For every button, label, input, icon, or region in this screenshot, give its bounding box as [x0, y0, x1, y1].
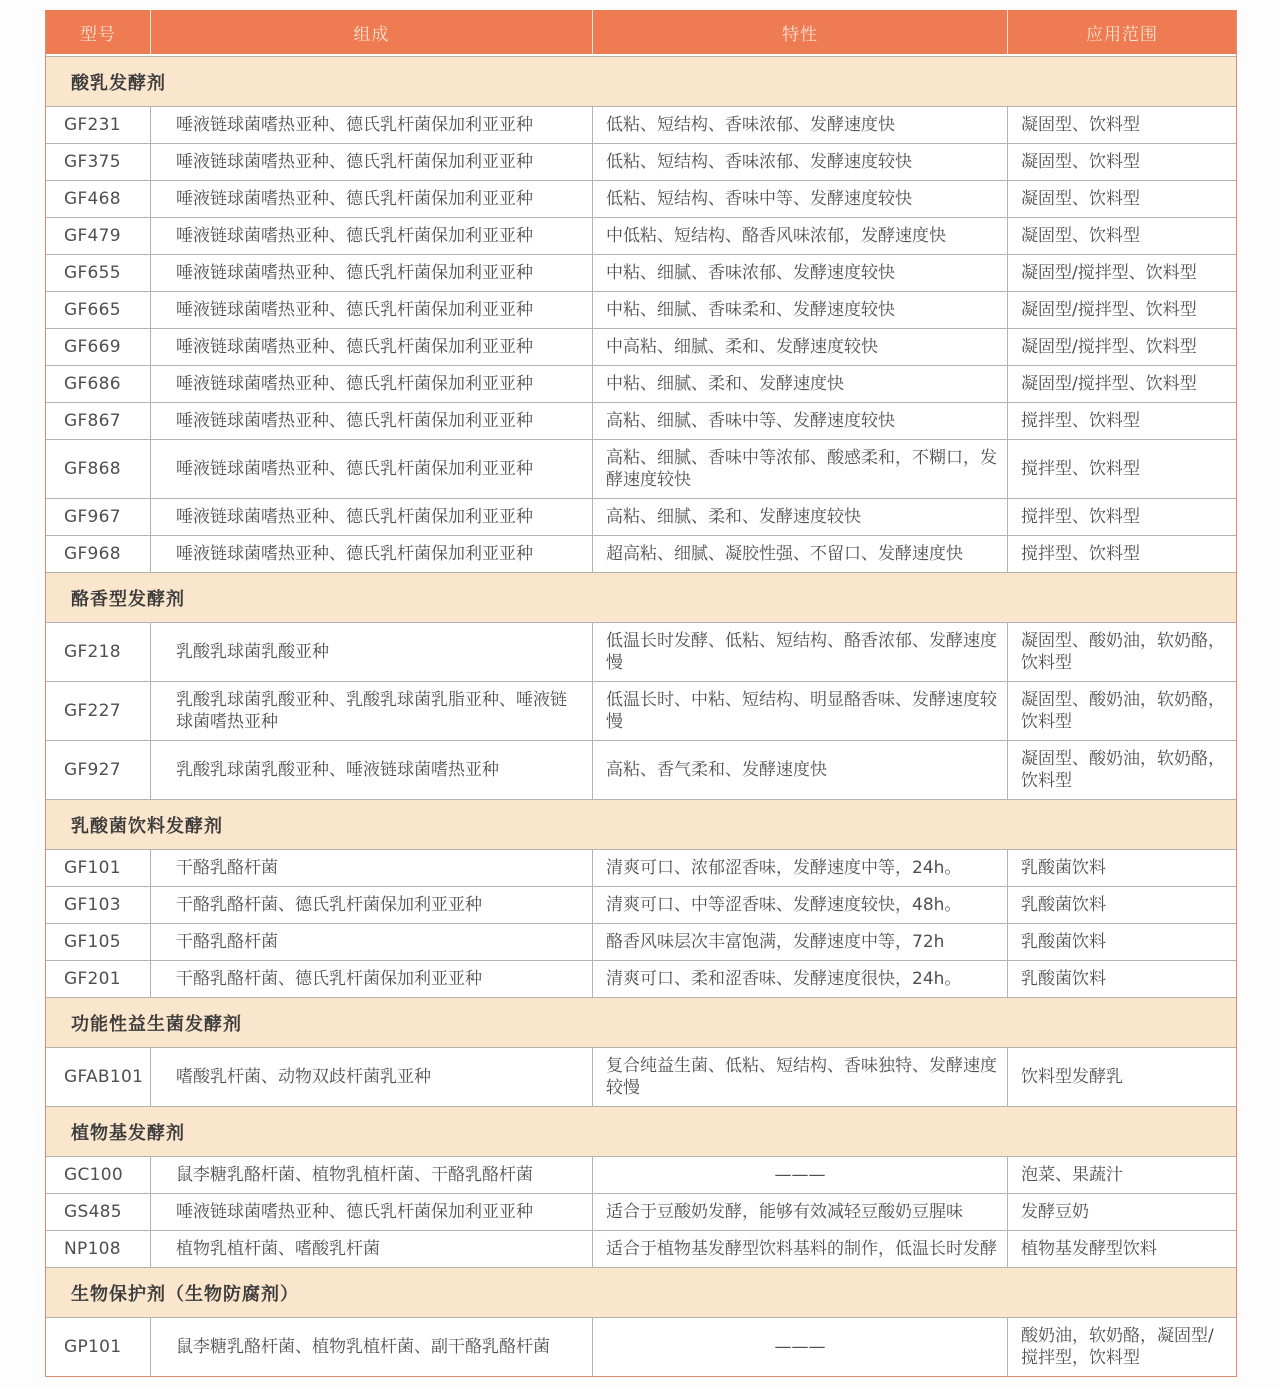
table-row	[46, 106, 1236, 143]
section-header-row: 酸乳发酵剂	[46, 56, 1236, 106]
characteristics-cell: 超高粘、细腻、凝胶性强、不留口、发酵速度快	[593, 536, 1008, 572]
model-cell: GF105	[46, 924, 151, 960]
column-header-application: 应用范围	[1086, 24, 1158, 45]
application-cell: 凝固型/搅拌型、饮料型	[1021, 263, 1197, 283]
table-row	[46, 217, 1236, 254]
application-cell: 凝固型、饮料型	[1021, 152, 1140, 172]
model-cell: GF927	[46, 741, 151, 799]
application-cell: 搅拌型、饮料型	[1021, 507, 1140, 527]
section-header-row: 生物保护剂（生物防腐剂）	[46, 1267, 1236, 1317]
application-cell: 发酵豆奶	[1021, 1202, 1089, 1222]
section-header-row: 酪香型发酵剂	[46, 572, 1236, 622]
model-cell: GF686	[46, 366, 151, 402]
composition-cell: 唾液链球菌嗜热亚种、德氏乳杆菌保加利亚亚种	[151, 499, 593, 535]
composition-cell: 干酪乳酪杆菌、德氏乳杆菌保加利亚亚种	[151, 961, 593, 997]
model-cell: GF375	[46, 144, 151, 180]
model-cell: GF227	[46, 682, 151, 740]
composition-cell: 干酪乳酪杆菌	[151, 924, 593, 960]
characteristics-cell: 低温长时发酵、低粘、短结构、酪香浓郁、发酵速度慢	[593, 623, 1008, 681]
table-row	[46, 1193, 1236, 1230]
composition-cell: 唾液链球菌嗜热亚种、德氏乳杆菌保加利亚亚种	[151, 107, 593, 143]
table-row	[46, 849, 1236, 886]
application-cell: 泡菜、果蔬汁	[1021, 1165, 1123, 1185]
model-cell: NP108	[46, 1231, 151, 1267]
application-cell: 凝固型、饮料型	[1021, 226, 1140, 246]
application-cell: 凝固型、酸奶油，软奶酪，饮料型	[1021, 690, 1225, 732]
section-header-row: 功能性益生菌发酵剂	[46, 997, 1236, 1047]
characteristics-cell: 中粘、细腻、香味浓郁、发酵速度较快	[593, 255, 1008, 291]
characteristics-cell: 低温长时、中粘、短结构、明显酪香味、发酵速度较慢	[593, 682, 1008, 740]
characteristics-cell: 中粘、细腻、柔和、发酵速度快	[593, 366, 1008, 402]
table-row	[46, 1047, 1236, 1106]
composition-cell: 唾液链球菌嗜热亚种、德氏乳杆菌保加利亚亚种	[151, 292, 593, 328]
characteristics-cell: 高粘、香气柔和、发酵速度快	[593, 741, 1008, 799]
table-row	[46, 1317, 1236, 1376]
table-row	[46, 622, 1236, 681]
application-cell: 搅拌型、饮料型	[1021, 411, 1140, 431]
table-header-row	[46, 10, 1236, 56]
column-header-model: 型号	[46, 10, 151, 54]
model-cell: GF868	[46, 440, 151, 498]
application-cell: 凝固型/搅拌型、饮料型	[1021, 337, 1197, 357]
composition-cell: 唾液链球菌嗜热亚种、德氏乳杆菌保加利亚亚种	[151, 218, 593, 254]
application-cell: 凝固型、饮料型	[1021, 189, 1140, 209]
model-cell: GF218	[46, 623, 151, 681]
application-cell: 饮料型发酵乳	[1021, 1067, 1123, 1087]
column-header-composition: 组成	[151, 10, 593, 54]
application-cell: 凝固型/搅拌型、饮料型	[1021, 300, 1197, 320]
model-cell: GS485	[46, 1194, 151, 1230]
characteristics-cell: 低粘、短结构、香味中等、发酵速度较快	[593, 181, 1008, 217]
table-row	[46, 402, 1236, 439]
section-header-row: 植物基发酵剂	[46, 1106, 1236, 1156]
table-row	[46, 886, 1236, 923]
application-cell: 搅拌型、饮料型	[1021, 544, 1140, 564]
composition-cell: 唾液链球菌嗜热亚种、德氏乳杆菌保加利亚亚种	[151, 181, 593, 217]
table-row	[46, 439, 1236, 498]
model-cell: GF101	[46, 850, 151, 886]
characteristics-cell: 酪香风味层次丰富饱满，发酵速度中等，72h	[593, 924, 1008, 960]
model-cell: GF967	[46, 499, 151, 535]
characteristics-cell: 清爽可口、中等涩香味、发酵速度较快，48h。	[593, 887, 1008, 923]
model-cell: GF655	[46, 255, 151, 291]
table-row	[46, 960, 1236, 997]
composition-cell: 干酪乳酪杆菌	[151, 850, 593, 886]
table-row	[46, 1156, 1236, 1193]
application-cell: 乳酸菌饮料	[1021, 858, 1106, 878]
model-cell: GF867	[46, 403, 151, 439]
characteristics-cell: 高粘、细腻、柔和、发酵速度较快	[593, 499, 1008, 535]
application-cell: 乳酸菌饮料	[1021, 969, 1106, 989]
characteristics-cell: 中高粘、细腻、柔和、发酵速度较快	[593, 329, 1008, 365]
characteristics-cell: 低粘、短结构、香味浓郁、发酵速度较快	[593, 144, 1008, 180]
composition-cell: 唾液链球菌嗜热亚种、德氏乳杆菌保加利亚亚种	[151, 366, 593, 402]
application-cell: 凝固型、饮料型	[1021, 115, 1140, 135]
characteristics-cell: 适合于豆酸奶发酵，能够有效减轻豆酸奶豆腥味	[593, 1194, 1008, 1230]
model-cell: GF479	[46, 218, 151, 254]
model-cell: GC100	[46, 1157, 151, 1193]
composition-cell: 鼠李糖乳酪杆菌、植物乳植杆菌、副干酪乳酪杆菌	[151, 1318, 593, 1376]
model-cell: GF103	[46, 887, 151, 923]
characteristics-cell: ———	[593, 1157, 1008, 1193]
model-cell: GF468	[46, 181, 151, 217]
composition-cell: 乳酸乳球菌乳酸亚种、乳酸乳球菌乳脂亚种、唾液链球菌嗜热亚种	[151, 682, 593, 740]
application-cell: 植物基发酵型饮料	[1021, 1239, 1157, 1259]
application-cell: 搅拌型、饮料型	[1021, 459, 1140, 479]
model-cell: GP101	[46, 1318, 151, 1376]
table-row	[46, 143, 1236, 180]
column-header-characteristics: 特性	[593, 10, 1008, 54]
composition-cell: 唾液链球菌嗜热亚种、德氏乳杆菌保加利亚亚种	[151, 536, 593, 572]
composition-cell: 唾液链球菌嗜热亚种、德氏乳杆菌保加利亚亚种	[151, 403, 593, 439]
table-row	[46, 291, 1236, 328]
composition-cell: 植物乳植杆菌、嗜酸乳杆菌	[151, 1231, 593, 1267]
starter-culture-table	[45, 10, 1237, 1377]
characteristics-cell: 中低粘、短结构、酪香风味浓郁，发酵速度快	[593, 218, 1008, 254]
composition-cell: 乳酸乳球菌乳酸亚种	[151, 623, 593, 681]
composition-cell: 嗜酸乳杆菌、动物双歧杆菌乳亚种	[151, 1048, 593, 1106]
table-row	[46, 328, 1236, 365]
composition-cell: 唾液链球菌嗜热亚种、德氏乳杆菌保加利亚亚种	[151, 329, 593, 365]
application-cell: 凝固型/搅拌型、饮料型	[1021, 374, 1197, 394]
model-cell: GFAB101	[46, 1048, 151, 1106]
model-cell: GF231	[46, 107, 151, 143]
composition-cell: 鼠李糖乳酪杆菌、植物乳植杆菌、干酪乳酪杆菌	[151, 1157, 593, 1193]
application-cell: 乳酸菌饮料	[1021, 895, 1106, 915]
characteristics-cell: ———	[593, 1318, 1008, 1376]
composition-cell: 乳酸乳球菌乳酸亚种、唾液链球菌嗜热亚种	[151, 741, 593, 799]
table-row	[46, 180, 1236, 217]
characteristics-cell: 低粘、短结构、香味浓郁、发酵速度快	[593, 107, 1008, 143]
composition-cell: 唾液链球菌嗜热亚种、德氏乳杆菌保加利亚亚种	[151, 440, 593, 498]
application-cell: 凝固型、酸奶油，软奶酪，饮料型	[1021, 749, 1225, 791]
composition-cell: 唾液链球菌嗜热亚种、德氏乳杆菌保加利亚亚种	[151, 255, 593, 291]
table-row	[46, 535, 1236, 572]
characteristics-cell: 复合纯益生菌、低粘、短结构、香味独特、发酵速度较慢	[593, 1048, 1008, 1106]
application-cell: 凝固型、酸奶油，软奶酪，饮料型	[1021, 631, 1225, 673]
table-row	[46, 740, 1236, 799]
table-body	[46, 56, 1236, 1376]
composition-cell: 唾液链球菌嗜热亚种、德氏乳杆菌保加利亚亚种	[151, 1194, 593, 1230]
table-row	[46, 1230, 1236, 1267]
characteristics-cell: 高粘、细腻、香味中等浓郁、酸感柔和，不糊口，发酵速度较快	[593, 440, 1008, 498]
characteristics-cell: 中粘、细腻、香味柔和、发酵速度较快	[593, 292, 1008, 328]
table-row	[46, 923, 1236, 960]
model-cell: GF665	[46, 292, 151, 328]
application-cell: 乳酸菌饮料	[1021, 932, 1106, 952]
table-row	[46, 498, 1236, 535]
application-cell: 酸奶油，软奶酪，凝固型/搅拌型，饮料型	[1021, 1326, 1214, 1368]
model-cell: GF669	[46, 329, 151, 365]
model-cell: GF968	[46, 536, 151, 572]
table-row	[46, 254, 1236, 291]
table-row	[46, 365, 1236, 402]
characteristics-cell: 清爽可口、浓郁涩香味，发酵速度中等，24h。	[593, 850, 1008, 886]
composition-cell: 干酪乳酪杆菌、德氏乳杆菌保加利亚亚种	[151, 887, 593, 923]
table-row	[46, 681, 1236, 740]
section-header-row: 乳酸菌饮料发酵剂	[46, 799, 1236, 849]
composition-cell: 唾液链球菌嗜热亚种、德氏乳杆菌保加利亚亚种	[151, 144, 593, 180]
characteristics-cell: 高粘、细腻、香味中等、发酵速度较快	[593, 403, 1008, 439]
characteristics-cell: 清爽可口、柔和涩香味、发酵速度很快，24h。	[593, 961, 1008, 997]
model-cell: GF201	[46, 961, 151, 997]
characteristics-cell: 适合于植物基发酵型饮料基料的制作，低温长时发酵	[593, 1231, 1008, 1267]
